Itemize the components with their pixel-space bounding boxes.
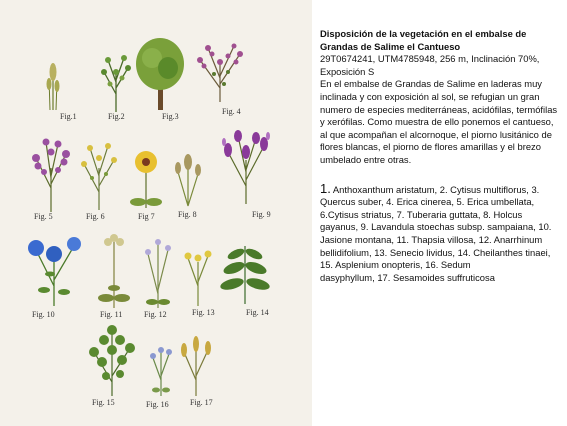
species-list-tail: dasyphyllum, 17. Sesamoides suffruticosa [320,271,495,283]
fig-2-caption: Fig.2 [108,112,125,121]
fig-6-caption: Fig. 6 [86,212,105,221]
fig-12-illustration [140,234,176,308]
fig-10-caption: Fig. 10 [32,310,55,319]
fig-17-caption: Fig. 17 [190,398,213,407]
fig-4-illustration [190,44,250,102]
species-list-text: Anthoxanthum aristatum, 2. Cytisus multiflorus, 3. Quercus suber, 4. Erica cinerea, 5. Erica umbellata, 6.Cytisus striatus, 7. Tuberaria guttata, 8. Holcus gayanus, 9. Lavandula stoechas subsp. sampaiana, 10. Jasione montana, 11. Thapsia villosa, 12. Anarrhinum bellidifolium, 13. Senecio lividus, 14. Cheilanthes tinaei, 15. Asplenium onopteris, 16. Sedum [320,183,552,271]
fig-1-caption: Fig.1 [60,112,77,121]
fig-15-caption: Fig. 15 [92,398,115,407]
fig-10-illustration [22,230,86,306]
description-panel [320,28,560,284]
fig-17-illustration [176,334,216,396]
fig-11-illustration [96,232,132,308]
fig-2-illustration [96,54,136,112]
description-paragraph: En el embalse de Grandas de Salime en laderas muy inclinada y con exposición al sol, se refugian un gran numero de especies mediterráneas, acidófilas, termófilas y xerófilas. Como muestra de ello ponemos el cantueso, al que acompañan el alcornoque, el piorno lusitánico de flores blancas, el piorno de flores amarillas y el brezo umbelado entre otras. [320,78,558,165]
fig-3-caption: Fig.3 [162,112,179,121]
fig-9-illustration [216,130,276,204]
exposure: Exposición S [320,65,375,77]
fig-5-caption: Fig. 5 [34,212,53,221]
fig-9-caption: Fig. 9 [252,210,271,219]
fig-5-illustration [26,138,76,212]
species-list-number: 1. [320,180,331,196]
fig-7-caption: Fig 7 [138,212,155,221]
title-line-1: Disposición de la vegetación en el embalse de [320,28,527,39]
fig-12-caption: Fig. 12 [144,310,167,319]
fig-15-illustration [84,322,140,396]
fig-13-caption: Fig. 13 [192,308,215,317]
fig-4-caption: Fig. 4 [222,107,241,116]
fig-8-caption: Fig. 8 [178,210,197,219]
fig-14-illustration [220,240,270,304]
fig-13-illustration [180,246,216,306]
coordinates: 29T0674241, UTM4785948, 256 m, Inclinación 70%, [320,53,540,65]
fig-6-illustration [76,142,122,210]
fig-3-illustration [134,34,186,110]
species-list [320,180,560,272]
fig-14-caption: Fig. 14 [246,308,269,317]
fig-7-illustration [128,148,164,208]
fig-11-caption: Fig. 11 [100,310,123,319]
title-line-2: Grandas de Salime el Cantueso [320,40,461,52]
fig-1-illustration [40,58,66,110]
fig-16-illustration [146,340,176,396]
fig-8-illustration [168,150,208,206]
fig-16-caption: Fig. 16 [146,400,169,409]
